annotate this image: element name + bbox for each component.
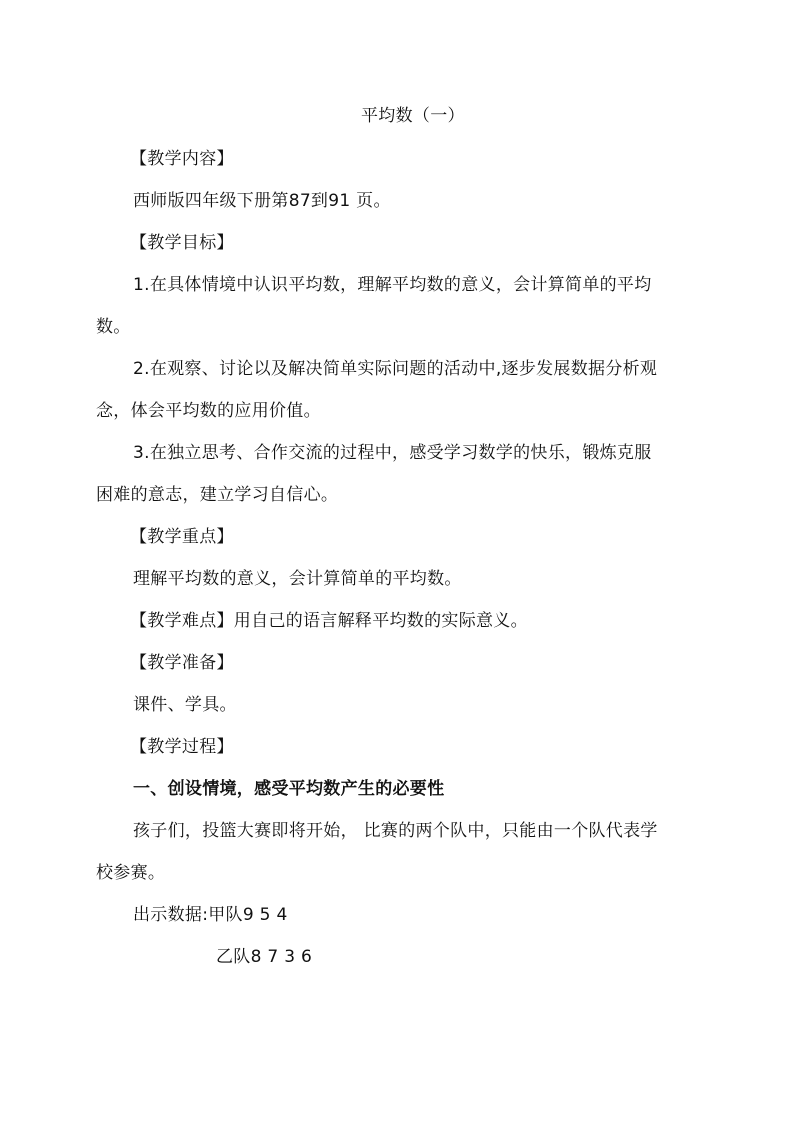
content-heading: 【教学内容】 <box>130 149 234 169</box>
goal-3-line-2: 困难的意志，建立学习自信心。 <box>96 485 339 505</box>
goals-heading: 【教学目标】 <box>130 233 234 253</box>
goal-2-line-2: 念，体会平均数的应用价值。 <box>96 401 321 421</box>
goal-1-line-1: 1.在具体情境中认识平均数，理解平均数的意义，会计算简单的平均 <box>133 275 652 295</box>
process-heading: 【教学过程】 <box>130 737 234 757</box>
section-1-heading: 一、创设情境，感受平均数产生的必要性 <box>133 779 445 799</box>
key-points-heading: 【教学重点】 <box>130 527 234 547</box>
content-text: 西师版四年级下册第87到91 页。 <box>133 191 391 211</box>
difficulty-line: 【教学难点】用自己的语言解释平均数的实际意义。 <box>130 611 528 631</box>
goal-1-line-2: 数。 <box>96 317 131 337</box>
paragraph-1-line-2: 校参赛。 <box>96 863 166 883</box>
paragraph-1-line-1: 孩子们，投篮大赛即将开始， 比赛的两个队中，只能由一个队代表学 <box>133 821 658 841</box>
data-line-team-a: 出示数据:甲队9 5 4 <box>133 905 288 925</box>
data-line-team-b: 乙队8 7 3 6 <box>216 947 313 967</box>
preparation-heading: 【教学准备】 <box>130 653 234 673</box>
document-title: 平均数（一） <box>361 106 465 126</box>
goal-3-line-1: 3.在独立思考、合作交流的过程中，感受学习数学的快乐，锻炼克服 <box>133 443 652 463</box>
preparation-text: 课件、学具。 <box>133 695 237 715</box>
key-points-text: 理解平均数的意义，会计算简单的平均数。 <box>133 569 462 589</box>
goal-2-line-1: 2.在观察、讨论以及解决简单实际问题的活动中,逐步发展数据分析观 <box>133 359 658 379</box>
